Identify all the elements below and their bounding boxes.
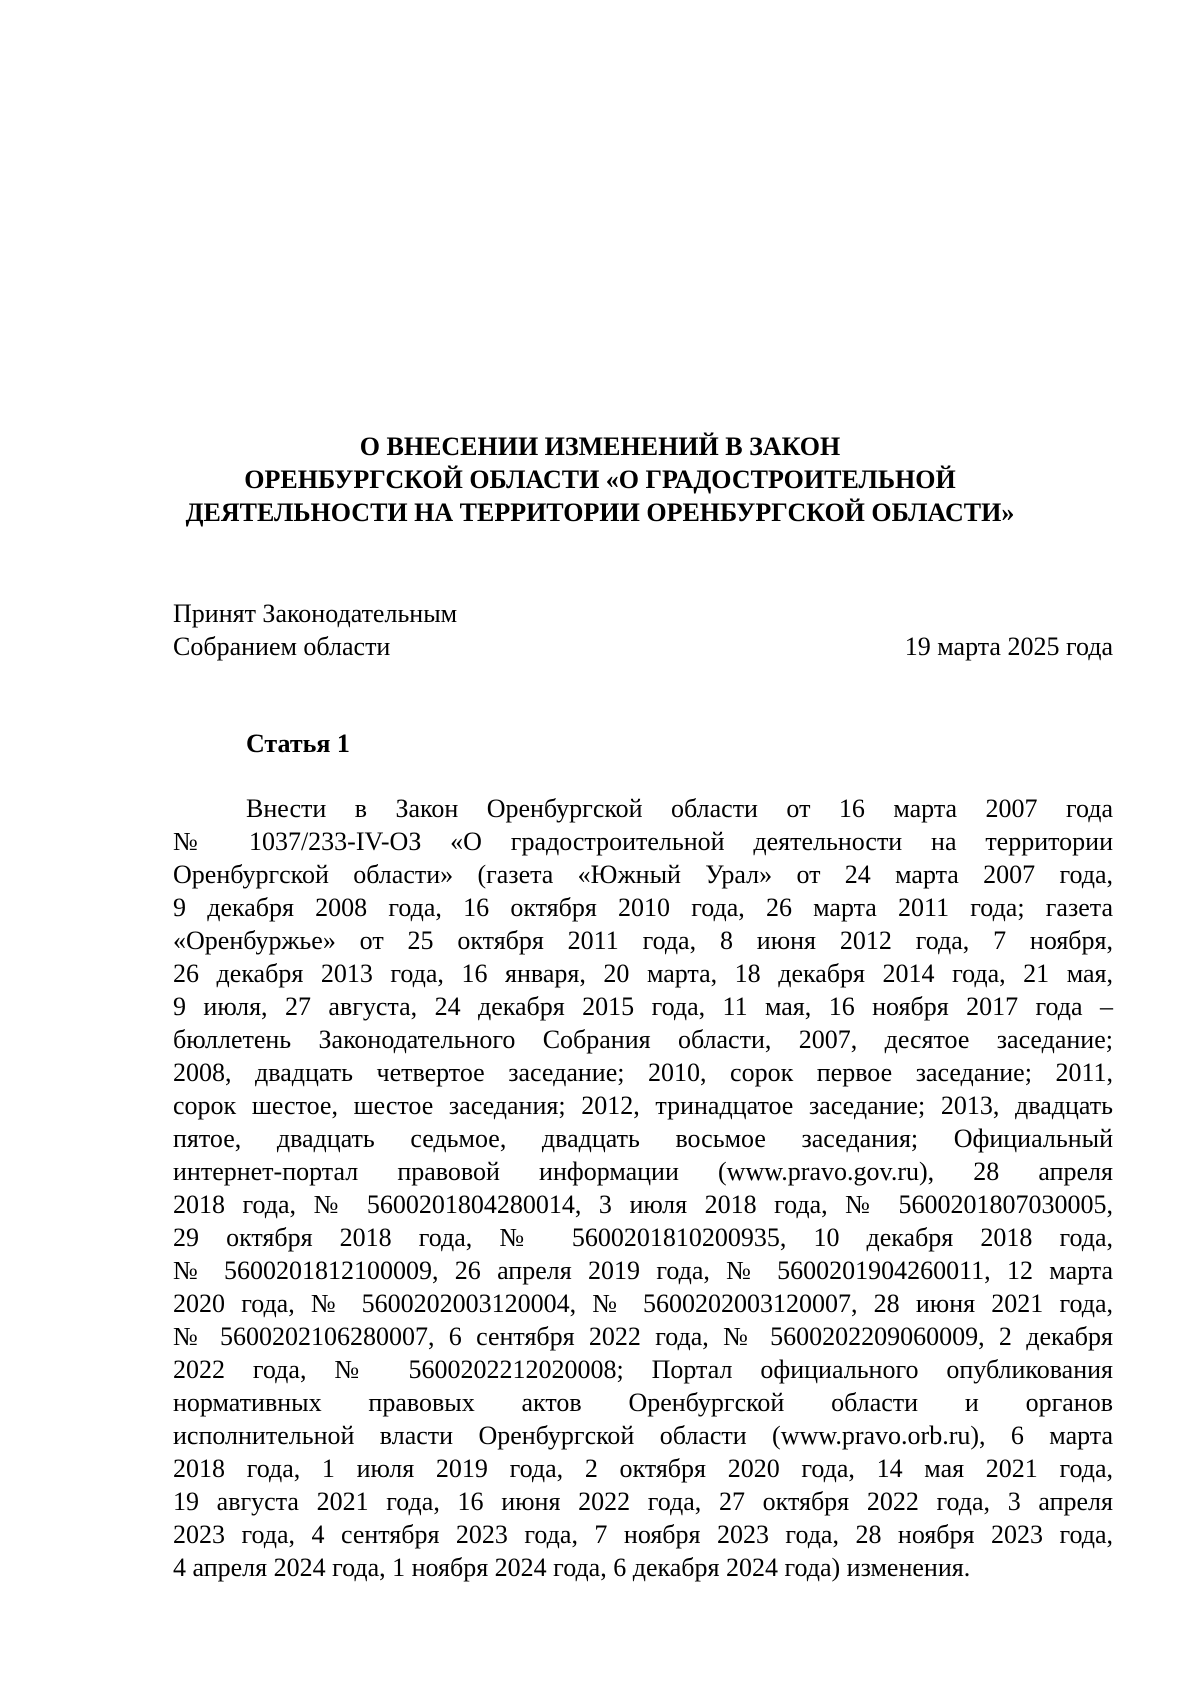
body-line: 2008, двадцать четвертое заседание; 2010, сорок первое заседание; 2011, (173, 1058, 1113, 1087)
body-line: «Оренбуржье» от 25 октября 2011 года, 8 июня 2012 года, 7 ноября, (173, 926, 1113, 955)
body-line: сорок шестое, шестое заседания; 2012, тринадцатое заседание; 2013, двадцать (173, 1091, 1113, 1120)
body-line: 2018 года, 1 июля 2019 года, 2 октября 2020 года, 14 мая 2021 года, (173, 1454, 1113, 1483)
body-line: 9 декабря 2008 года, 16 октября 2010 года, 26 марта 2011 года; газета (173, 893, 1113, 922)
body-line: Внести в Закон Оренбургской области от 16 марта 2007 года (246, 794, 1113, 823)
article-body (173, 792, 1113, 1584)
body-line: бюллетень Законодательного Собрания области, 2007, десятое заседание; (173, 1025, 1113, 1054)
title-line: ДЕЯТЕЛЬНОСТИ НА ТЕРРИТОРИИ ОРЕНБУРГСКОЙ ОБЛАСТИ» (185, 498, 1015, 527)
body-line: 2023 года, 4 сентября 2023 года, 7 ноября 2023 года, 28 ноября 2023 года, (173, 1520, 1113, 1549)
adoption-block (173, 597, 1113, 663)
body-line: № 5600201812100009, 26 апреля 2019 года, № 5600201904260011, 12 марта (173, 1256, 1113, 1285)
body-line: 4 апреля 2024 года, 1 ноября 2024 года, 6 декабря 2024 года) изменения. (173, 1553, 971, 1582)
title-line: ОРЕНБУРГСКОЙ ОБЛАСТИ «О ГРАДОСТРОИТЕЛЬНОЙ (244, 465, 956, 494)
body-line: 26 декабря 2013 года, 16 января, 20 марта, 18 декабря 2014 года, 21 мая, (173, 959, 1113, 988)
body-line: № 5600202106280007, 6 сентября 2022 года, № 5600202209060009, 2 декабря (173, 1322, 1113, 1351)
body-line: 9 июля, 27 августа, 24 декабря 2015 года, 11 мая, 16 ноября 2017 года – (173, 992, 1113, 1021)
body-line: № 1037/233-IV-ОЗ «О градостроительной деятельности на территории (173, 827, 1113, 856)
body-line: Оренбургской области» (газета «Южный Урал» от 24 марта 2007 года, (173, 860, 1113, 889)
body-line: 2020 года, № 5600202003120004, № 5600202003120007, 28 июня 2021 года, (173, 1289, 1113, 1318)
body-line: исполнительной власти Оренбургской области (www.pravo.orb.ru), 6 марта (173, 1421, 1113, 1450)
article-heading: Статья 1 (246, 729, 350, 758)
body-line: 29 октября 2018 года, № 5600201810200935, 10 декабря 2018 года, (173, 1223, 1113, 1252)
body-line: 2018 года, № 5600201804280014, 3 июля 2018 года, № 5600201807030005, (173, 1190, 1113, 1219)
title-line: О ВНЕСЕНИИ ИЗМЕНЕНИЙ В ЗАКОН (359, 432, 841, 461)
document-title (150, 430, 1050, 529)
body-line: нормативных правовых актов Оренбургской области и органов (173, 1388, 1113, 1417)
body-line: интернет-портал правовой информации (www.pravo.gov.ru), 28 апреля (173, 1157, 1113, 1186)
body-line: 2022 года, № 5600202212020008; Портал официального опубликования (173, 1355, 1113, 1384)
adopted-row (173, 630, 1113, 663)
adopted-by-line-2: Собранием области (173, 632, 391, 661)
adopted-by-line-1: Принят Законодательным (173, 599, 458, 628)
body-line: 19 августа 2021 года, 16 июня 2022 года, 27 октября 2022 года, 3 апреля (173, 1487, 1113, 1516)
adoption-date: 19 марта 2025 года (904, 632, 1113, 661)
body-line: пятое, двадцать седьмое, двадцать восьмое заседания; Официальный (173, 1124, 1113, 1153)
